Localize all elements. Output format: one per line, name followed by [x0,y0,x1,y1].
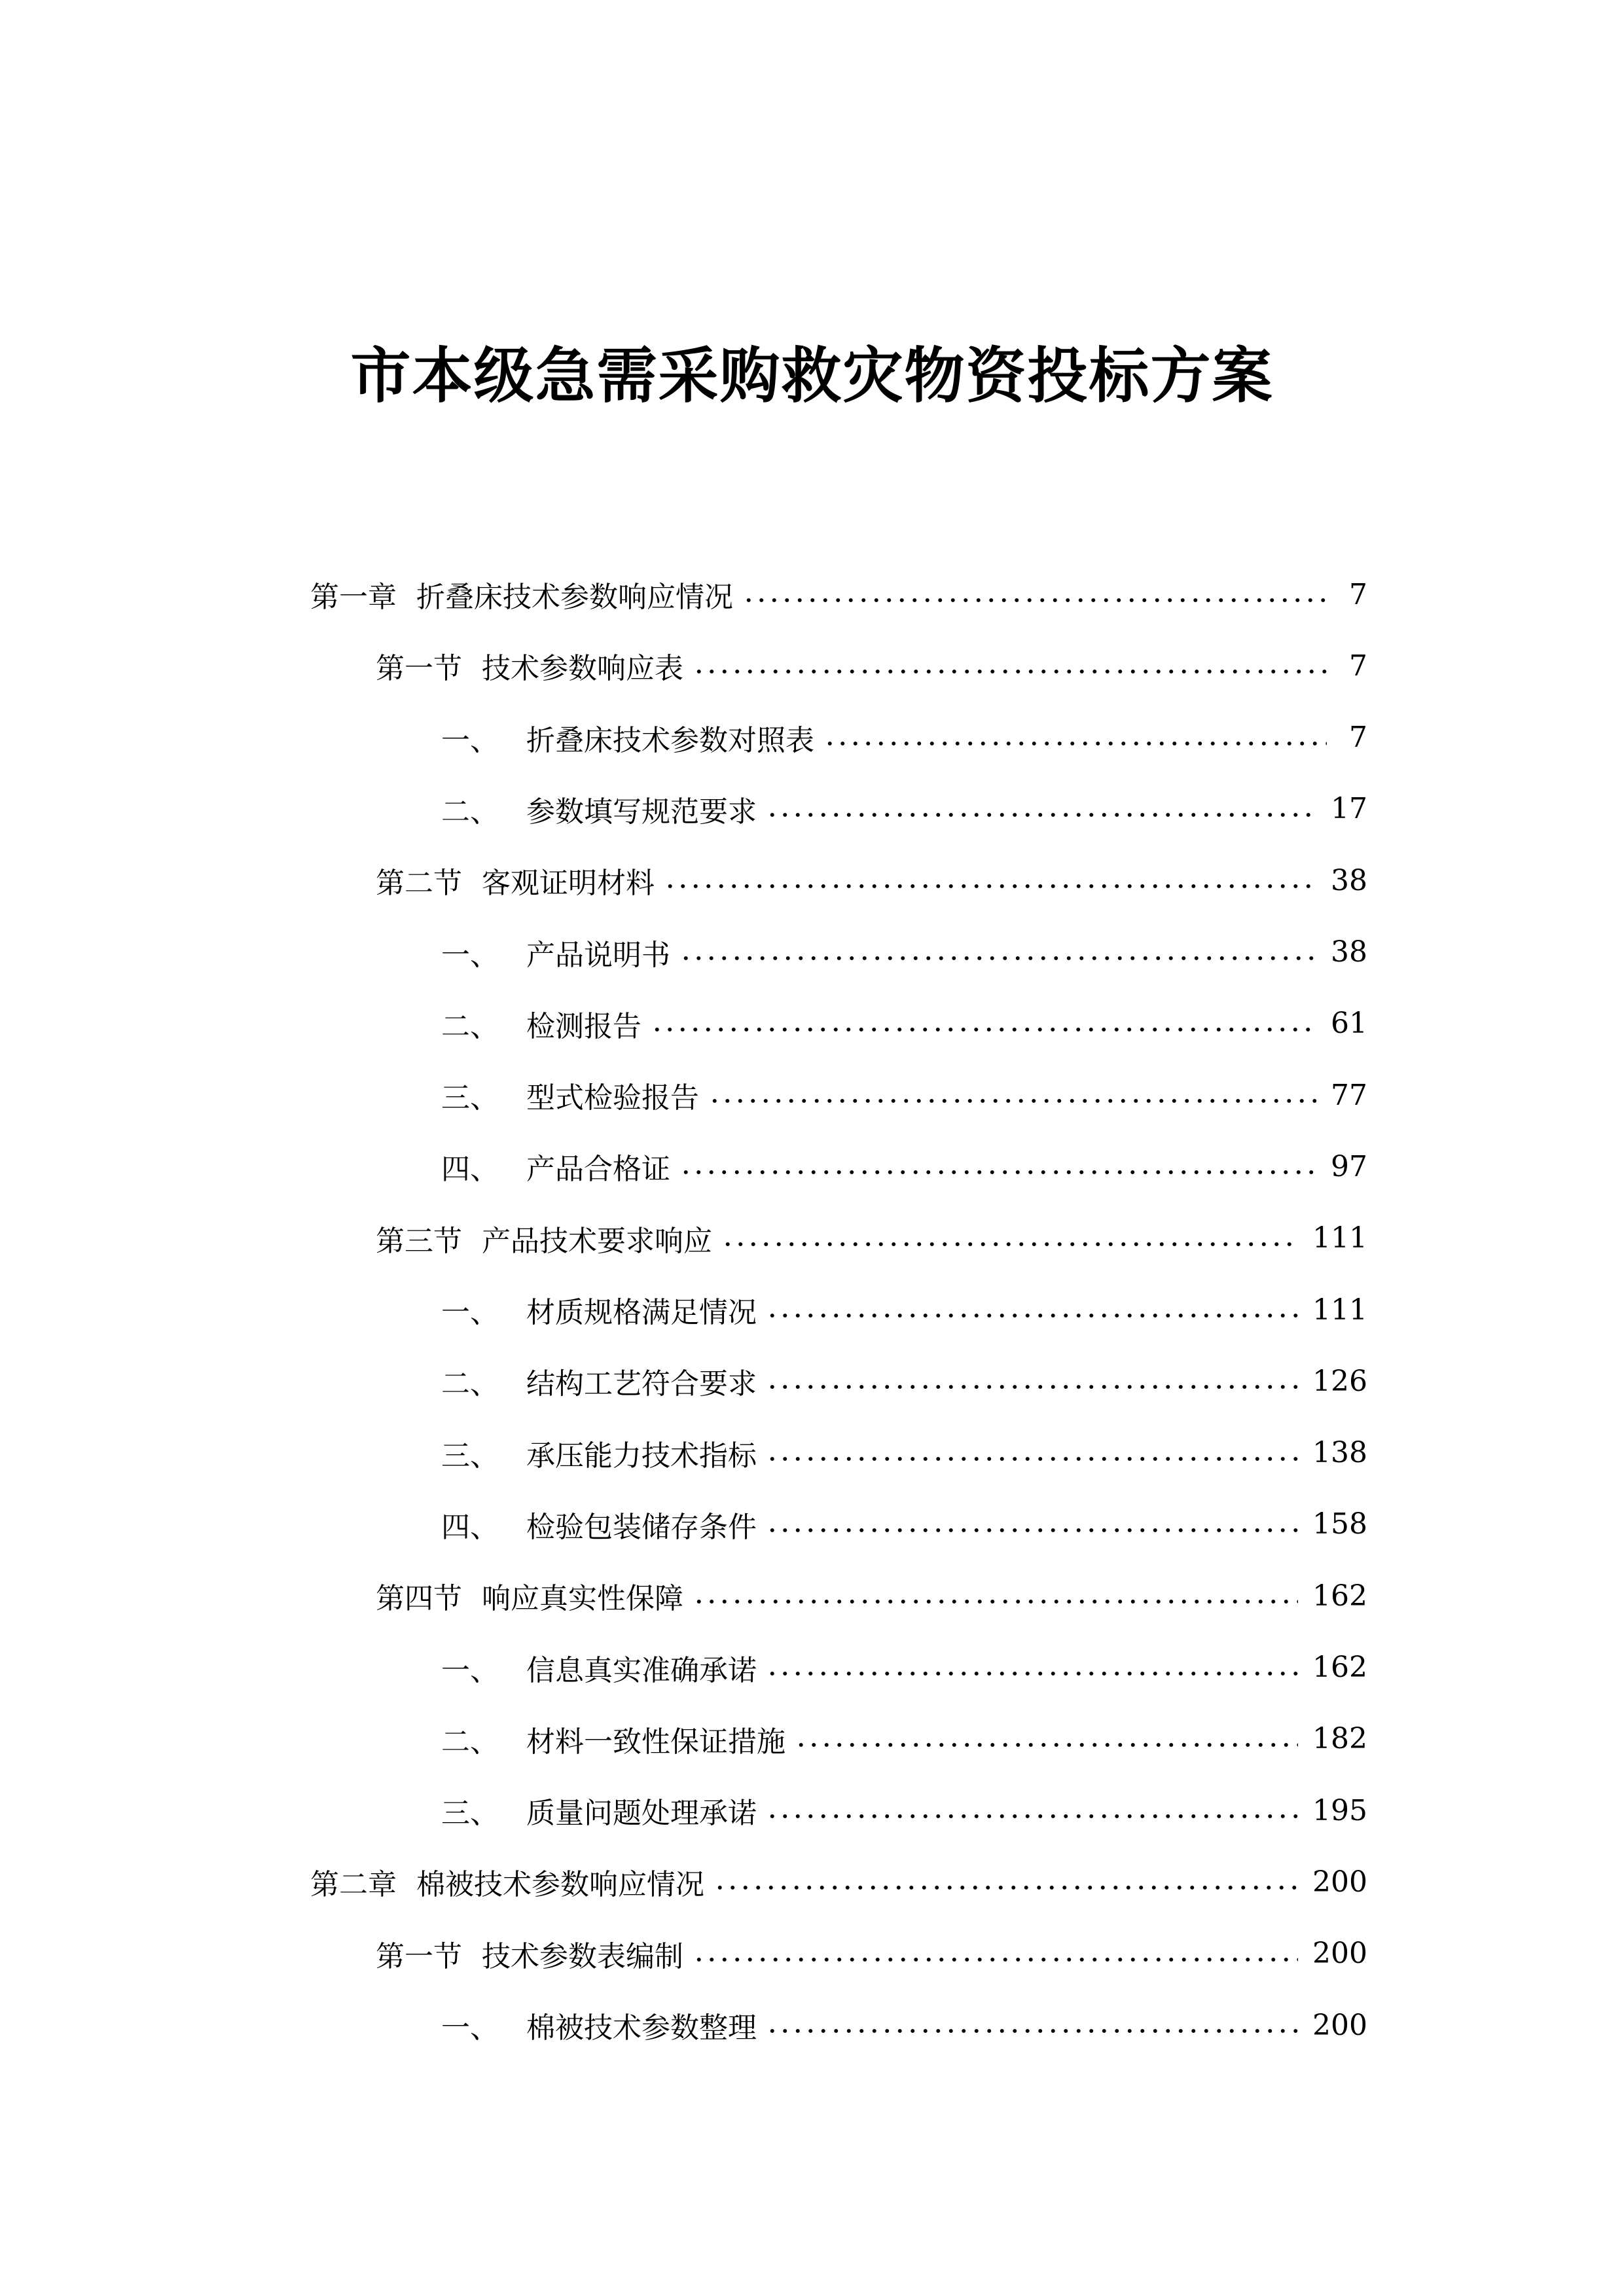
toc-entry-prefix: 三、 [441,1797,499,1831]
toc-entry-page-number: 7 [1349,721,1367,755]
toc-dot-leader [664,884,1316,888]
toc-entry[interactable] [441,1999,1367,2051]
toc-entry[interactable] [441,1069,1367,1121]
toc-dot-leader [766,1457,1298,1461]
toc-entry[interactable] [441,1784,1367,1837]
toc-entry-page-number: 38 [1331,935,1367,969]
toc-dot-leader [795,1743,1298,1747]
toc-entry-title: 信息真实准确承诺 [526,1653,757,1687]
toc-entry[interactable] [441,997,1367,1050]
toc-entry-title: 承压能力技术指标 [526,1439,757,1473]
toc-entry-title: 检测报告 [526,1009,641,1043]
toc-entry-title: 材料一致性保证措施 [526,1725,785,1759]
toc-dot-leader [651,1028,1316,1031]
toc-entry-page-number: 111 [1312,1293,1367,1327]
toc-entry[interactable] [441,1498,1367,1551]
toc-entry-page-number: 162 [1312,1579,1367,1613]
toc-entry-prefix: 第一节 [376,652,462,686]
toc-entry-prefix: 第二章 [310,1868,397,1902]
toc-dot-leader [679,1170,1316,1174]
toc-entry-prefix: 二、 [441,1367,499,1401]
toc-dot-leader [766,1814,1298,1818]
toc-entry-title: 客观证明材料 [482,867,655,901]
toc-dot-leader [766,1314,1298,1318]
toc-entry-page-number: 97 [1331,1149,1367,1183]
toc-entry-page-number: 111 [1312,1221,1367,1255]
toc-entry-page-number: 7 [1349,577,1367,611]
toc-entry[interactable] [376,1212,1367,1265]
toc-entry[interactable] [310,568,1367,620]
toc-entry-page-number: 200 [1312,2008,1367,2042]
toc-entry-title: 材质规格满足情况 [526,1296,757,1329]
toc-dot-leader [742,598,1327,602]
toc-entry-title: 技术参数响应表 [482,652,683,686]
toc-entry-page-number: 77 [1331,1078,1367,1112]
toc-entry[interactable] [441,1713,1367,1765]
toc-dot-leader [721,1242,1298,1246]
toc-entry-page-number: 158 [1312,1507,1367,1541]
toc-entry[interactable] [376,1570,1367,1622]
toc-entry-prefix: 一、 [441,1296,499,1329]
toc-entry-page-number: 195 [1312,1793,1367,1827]
toc-entry[interactable] [441,1355,1367,1407]
toc-entry-page-number: 38 [1331,863,1367,897]
toc-entry[interactable] [376,854,1367,906]
toc-entry-prefix: 第三节 [376,1224,462,1258]
toc-entry-title: 参数填写规范要求 [526,795,757,829]
toc-dot-leader [693,1600,1298,1604]
toc-entry-prefix: 二、 [441,1009,499,1043]
toc-entry-title: 技术参数表编制 [482,1939,683,1973]
toc-entry-prefix: 二、 [441,795,499,829]
toc-dot-leader [693,670,1327,673]
toc-entry-prefix: 第二节 [376,867,462,901]
toc-entry-page-number: 162 [1312,1651,1367,1684]
toc-entry[interactable] [441,711,1367,764]
toc-entry[interactable] [376,639,1367,692]
toc-entry-prefix: 第一章 [310,581,397,614]
toc-dot-leader [766,1528,1298,1532]
toc-entry-title: 产品技术要求响应 [482,1224,712,1258]
toc-entry-title: 结构工艺符合要求 [526,1367,757,1401]
toc-dot-leader [766,813,1316,817]
toc-entry[interactable] [441,1283,1367,1336]
toc-entry-title: 产品说明书 [526,938,670,972]
toc-entry-title: 检验包装储存条件 [526,1510,757,1544]
toc-dot-leader [766,2029,1298,2033]
toc-entry-page-number: 200 [1312,1865,1367,1899]
page-title: 市本级急需采购救灾物资投标方案 [350,341,1274,411]
toc-dot-leader [693,1958,1298,1962]
toc-entry[interactable] [441,1427,1367,1479]
toc-entry-page-number: 126 [1312,1364,1367,1398]
toc-entry-title: 产品合格证 [526,1153,670,1187]
toc-entry-title: 棉被技术参数整理 [526,2011,757,2045]
toc-entry-title: 质量问题处理承诺 [526,1797,757,1831]
toc-entry-prefix: 一、 [441,723,499,757]
toc-entry-prefix: 第一节 [376,1939,462,1973]
toc-entry-page-number: 17 [1331,792,1367,826]
toc-entry[interactable] [441,1641,1367,1694]
toc-entry-page-number: 182 [1312,1722,1367,1756]
toc-entry-prefix: 一、 [441,938,499,972]
toc-entry-prefix: 三、 [441,1439,499,1473]
toc-dot-leader [713,1886,1298,1890]
toc-entry-prefix: 三、 [441,1081,499,1115]
toc-entry-title: 型式检验报告 [526,1081,699,1115]
toc-entry-prefix: 四、 [441,1153,499,1187]
toc-entry-prefix: 一、 [441,2011,499,2045]
toc-entry-prefix: 第四节 [376,1582,462,1616]
toc-entry-title: 折叠床技术参数对照表 [526,723,814,757]
toc-entry-prefix: 一、 [441,1653,499,1687]
toc-entry-page-number: 7 [1349,649,1367,683]
toc-entry-title: 棉被技术参数响应情况 [416,1868,704,1902]
toc-entry[interactable] [310,1856,1367,1908]
toc-entry[interactable] [376,1928,1367,1980]
toc-dot-leader [708,1099,1316,1103]
toc-entry[interactable] [441,926,1367,978]
toc-entry[interactable] [441,783,1367,835]
toc-entry-page-number: 138 [1312,1436,1367,1470]
toc-dot-leader [766,1672,1298,1676]
toc-entry-page-number: 61 [1331,1007,1367,1041]
toc-entry-prefix: 四、 [441,1510,499,1544]
toc-dot-leader [679,956,1316,960]
toc-entry[interactable] [441,1140,1367,1193]
toc-dot-leader [766,1385,1298,1389]
toc-entry-title: 响应真实性保障 [482,1582,683,1616]
toc-entry-title: 折叠床技术参数响应情况 [416,581,733,614]
toc-entry-prefix: 二、 [441,1725,499,1759]
toc-dot-leader [823,742,1327,745]
toc-entry-page-number: 200 [1312,1937,1367,1971]
